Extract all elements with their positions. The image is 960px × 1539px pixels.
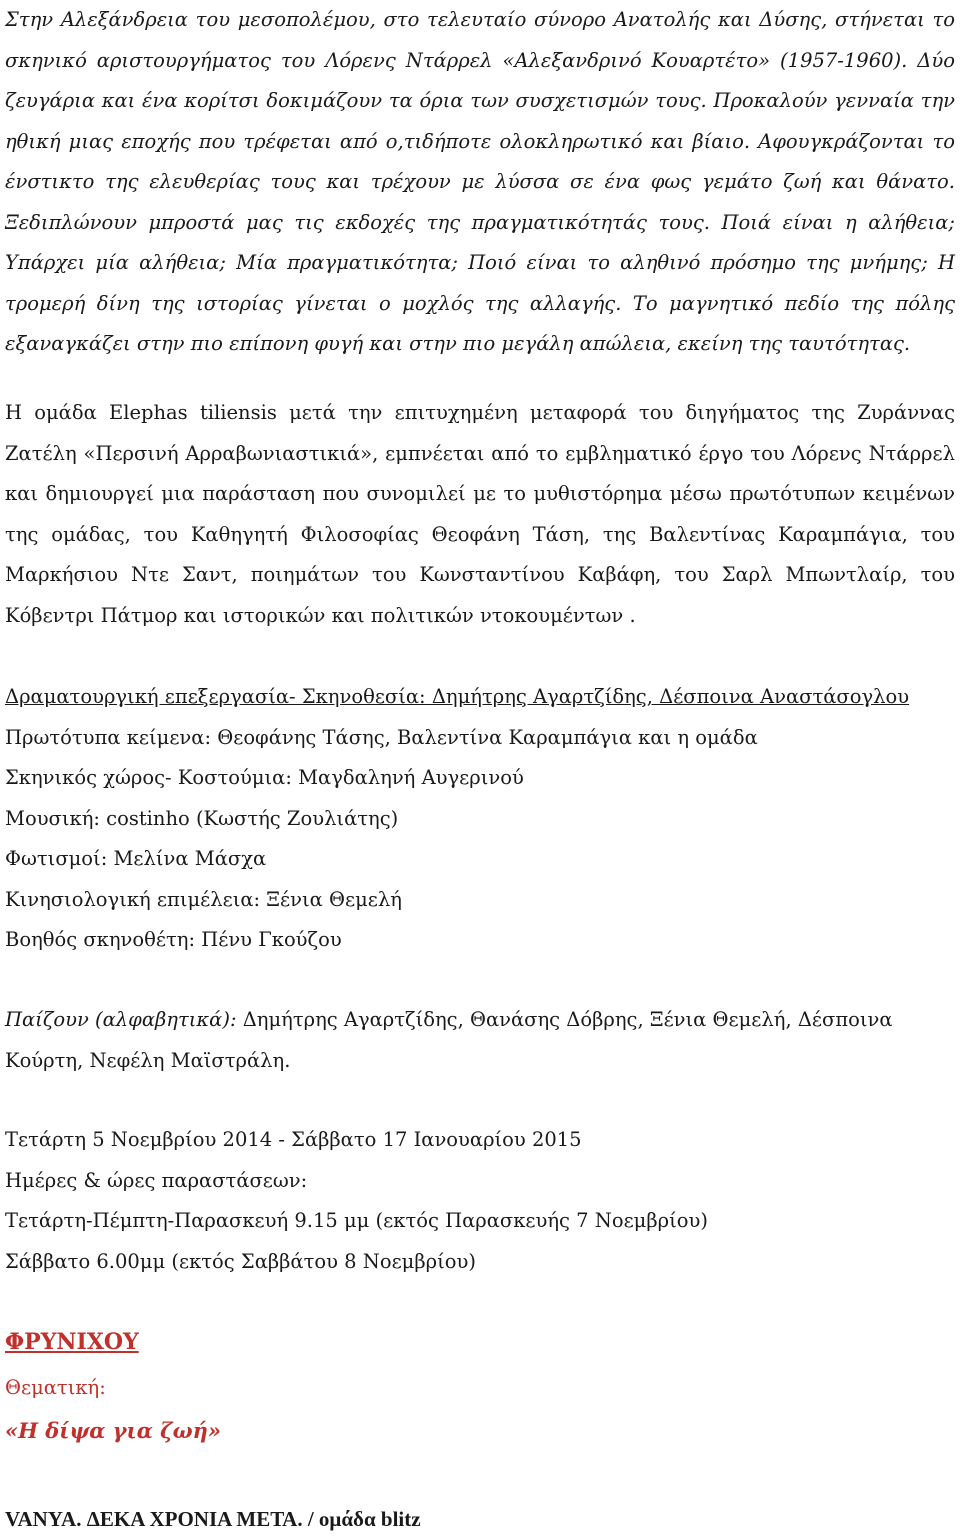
theme-title: «Η δίψα για ζωή» — [5, 1418, 222, 1443]
credit-movement: Κινησιολογική επιμέλεια: Ξένια Θεμελή — [5, 887, 402, 911]
group-paragraph: Η ομάδα Elephas tiliensis μετά την επιτυχημένη μεταφορά του διηγήματος της Ζυράννας Ζατέλη «Περσινή Αρραβωνιαστικιά», εμπνέεται από το εμβληματικό έργο του Λόρενς Ντάρρελ και δημιουργεί μια παράσταση που συνομιλεί με το μυθιστόρημα μέσω πρωτότυπων κειμένων της ομάδας, του Καθηγητή Φιλοσοφίας Θεοφάνη Τάση, της Βαλεντίνας Καραμπάγια, του Μαρκήσιου Ντε Σαντ, ποιημάτων του Κωνσταντίνου Καβάφη, του Σαρλ Μπωντλαίρ, του Κόβεντρι Πάτμορ και ιστορικών και πολιτικών ντοκουμέντων . — [5, 401, 955, 627]
credit-dramaturgy — [5, 677, 955, 718]
credit-original-texts: Πρωτότυπα κείμενα: Θεοφάνης Τάσης, Βαλεντίνα Καραμπάγια και η ομάδα — [5, 725, 758, 749]
cast-block — [5, 1000, 955, 1081]
venue-link[interactable]: ΦΡΥΝΙΧΟΥ — [5, 1329, 139, 1355]
schedule-label: Ημέρες & ώρες παραστάσεων: — [5, 1168, 308, 1192]
credit-assistant-director: Βοηθός σκηνοθέτη: Πένυ Γκούζου — [5, 928, 342, 951]
next-show-title: VANYA. ΔΕΚΑ ΧΡΟΝΙΑ ΜΕΤΑ. / ομάδα blitz — [5, 1507, 421, 1531]
credits-block — [5, 677, 955, 961]
schedule-weekdays: Τετάρτη-Πέμπτη-Παρασκευή 9.15 μμ (εκτός Παρασκευής 7 Νοεμβρίου) — [5, 1209, 708, 1232]
credit-set-costumes: Σκηνικός χώρος- Κοστούμια: Μαγδαληνή Αυγερινού — [5, 766, 524, 789]
schedule-saturday: Σάββατο 6.00μμ (εκτός Σαββάτου 8 Νοεμβρίου) — [5, 1249, 476, 1273]
intro-paragraph: Στην Αλεξάνδρεια του μεσοπολέμου, στο τελευταίο σύνορο Ανατολής και Δύσης, στήνεται το σκηνικό αριστουργήματος του Λόρενς Ντάρρελ «Αλεξανδρινό Κουαρτέτο» (1957-1960). Δύο ζευγάρια και ένα κορίτσι δοκιμάζουν τα όρια των συσχετισμών τους. Προκαλούν γενναία την ηθική μιας εποχής που τρέφεται από ο,τιδήποτε ολοκληρωτικό και βίαιο. Αφουγκράζονται το ένστικτο της ελευθερίας τους και τρέχουν με λύσσα σε ένα φως γεμάτο ζωή και θάνατο. Ξεδιπλώνουν μπροστά μας τις εκδοχές της πραγματικότητάς τους. Ποιά είναι η αλήθεια; Υπάρχει μία αλήθεια; Μία πραγματικότητα; Ποιό είναι το αληθινό πρόσημο της μνήμης; Η τρομερή δίνη της ιστορίας γίνεται ο μοχλός της αλλαγής. Το μαγνητικό πεδίο της πόλης εξαναγκάζει στην πιο επίπονη φυγή και στην πιο μεγάλη απώλεια, εκείνη της ταυτότητας. — [5, 8, 955, 355]
credit-dramaturgy-text: Δραματουργική επεξεργασία- Σκηνοθεσία: Δημήτρης Αγαρτζίδης, Δέσποινα Αναστάσογλου — [5, 685, 910, 708]
cast-label: Παίζουν (αλφαβητικά): — [5, 1008, 237, 1031]
date-period: Τετάρτη 5 Νοεμβρίου 2014 - Σάββατο 17 Ιανουαρίου 2015 — [5, 1128, 582, 1151]
theme-label: Θεματική: — [5, 1376, 106, 1399]
cast-names: Δημήτρης Αγαρτζίδης, Θανάσης Δόβρης, Ξένια Θεμελή, Δέσποινα Κούρτη, Νεφέλη Μαϊστράλη. — [5, 1008, 893, 1072]
document-page — [5, 0, 955, 1531]
credit-lighting: Φωτισμοί: Μελίνα Μάσχα — [5, 847, 267, 870]
dates-block — [5, 1120, 955, 1282]
credit-music: Μουσική: costinho (Κωστής Ζουλιάτης) — [5, 806, 399, 830]
